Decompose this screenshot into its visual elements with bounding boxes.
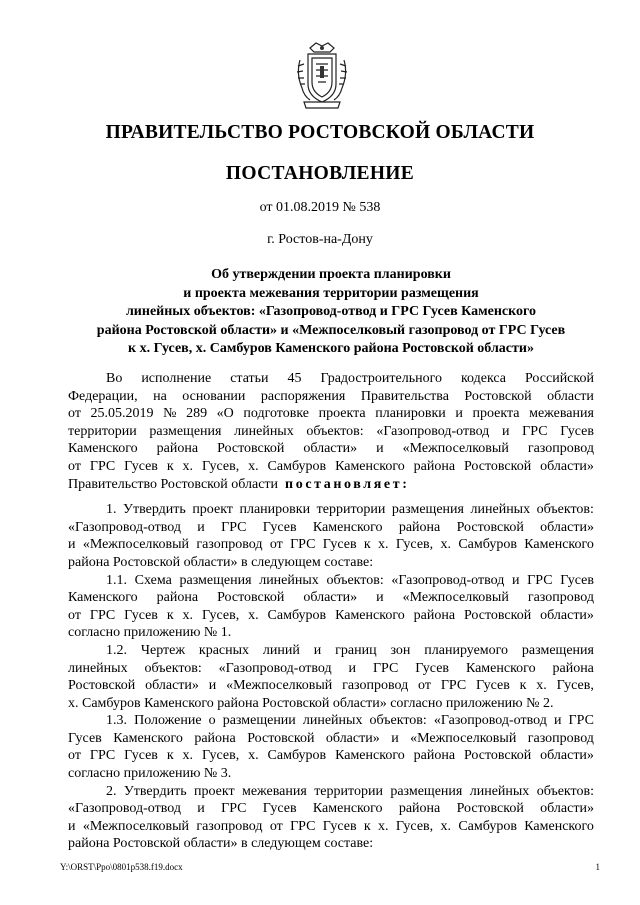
file-path: Y:\ORST\Ppo\0801p538.f19.docx bbox=[60, 862, 183, 872]
text-line: 1.1. Схема размещения линейных объектов: «Газопровод-отвод и ГРС Гусев bbox=[106, 572, 594, 588]
item-2 bbox=[68, 783, 594, 853]
text-line: от ГРС Гусев к х. Гусев, х. Самбуров Каменского района Ростовской области» bbox=[68, 607, 594, 623]
item-1-3 bbox=[68, 712, 594, 782]
text-line: 1. Утвердить проект планировки территории размещения линейных объектов: bbox=[106, 502, 594, 518]
city: г. Ростов-на-Дону bbox=[267, 232, 373, 247]
text-line: от 25.05.2019 № 289 «О подготовке проекта планировки и проекта межевания bbox=[68, 406, 594, 422]
text-line: х. Самбуров Каменского района Ростовской области» согласно приложению № 2. bbox=[68, 695, 554, 711]
item-1-2 bbox=[68, 642, 594, 712]
title-line: линейных объектов: «Газопровод-отвод и ГРС Гусев Каменского bbox=[125, 304, 537, 319]
date-number: от 01.08.2019 № 538 bbox=[259, 200, 381, 215]
document-body bbox=[68, 370, 594, 853]
page-footer bbox=[60, 862, 600, 872]
text-line: «Газопровод-отвод и ГРС Гусев Каменского района Ростовской области» bbox=[68, 519, 594, 535]
text-line: района Ростовской области» в следующем составе: bbox=[68, 836, 374, 852]
text-line: Каменского района Ростовской области» и «Межпоселковый газопровод bbox=[68, 590, 594, 606]
text-line: «Газопровод-отвод и ГРС Гусев Каменского района Ростовской области» bbox=[68, 801, 594, 817]
document-type: ПОСТАНОВЛЕНИЕ bbox=[225, 163, 415, 184]
text-line: линейных объектов: «Газопровод-отвод и ГРС Гусев Каменского района bbox=[68, 660, 594, 676]
text-line: согласно приложению № 3. bbox=[68, 766, 232, 782]
text-line: Каменского района Ростовской области» и «Межпоселковый газопровод bbox=[68, 441, 594, 457]
text-line: и «Межпоселковый газопровод от ГРС Гусев к х. Гусев, х. Самбуров Каменского bbox=[68, 818, 594, 834]
text-line: Во исполнение статьи 45 Градостроительного кодекса Российской bbox=[106, 371, 594, 386]
text-line bbox=[68, 476, 594, 494]
preamble-paragraph bbox=[68, 370, 594, 493]
text-line: территории размещения линейных объектов: «Газопровод-отвод и ГРС Гусев bbox=[68, 423, 594, 439]
preamble-last: Правительство Ростовской области bbox=[68, 476, 279, 492]
text-line: Ростовской области» и «Межпоселковый газопровод от ГРС Гусев к х. Гусев, bbox=[68, 678, 594, 694]
text-line: Федерации, на основании распоряжения Правительства Ростовской области bbox=[68, 388, 594, 404]
page-number: 1 bbox=[595, 862, 600, 872]
text-line: от ГРС Гусев к х. Гусев, х. Самбуров Каменского района Ростовской области» bbox=[68, 458, 594, 474]
resolves-word: постановляет: bbox=[285, 476, 410, 492]
text-line: 1.3. Положение о размещении линейных объектов: «Газопровод-отвод и ГРС bbox=[106, 713, 594, 729]
title-line: к х. Гусев, х. Самбуров Каменского района Ростовской области» bbox=[128, 341, 534, 356]
item-1 bbox=[68, 501, 594, 571]
title-line: и проекта межевания территории размещения bbox=[183, 285, 479, 301]
title-line: района Ростовской области» и «Межпоселковый газопровод от ГРС Гусев bbox=[96, 322, 566, 338]
item-1-1 bbox=[68, 572, 594, 642]
title-line: Об утверждении проекта планировки bbox=[211, 267, 451, 282]
text-line: 2. Утвердить проект межевания территории размещения линейных объектов: bbox=[106, 783, 594, 799]
document-title bbox=[66, 266, 596, 359]
text-line: района Ростовской области» в следующем составе: bbox=[68, 554, 374, 570]
text-line: 1.2. Чертеж красных линий и границ зон планируемого размещения bbox=[106, 642, 594, 658]
text-line: согласно приложению № 1. bbox=[68, 625, 232, 641]
text-line: и «Межпоселковый газопровод от ГРС Гусев к х. Гусев, х. Самбуров Каменского bbox=[68, 537, 594, 553]
coat-of-arms-emblem bbox=[290, 40, 354, 112]
text-line: от ГРС Гусев к х. Гусев, х. Самбуров Каменского района Ростовской области» bbox=[68, 748, 594, 764]
text-line: Гусев Каменского района Ростовской области» и «Межпоселковый газопровод bbox=[68, 730, 594, 746]
government-name: ПРАВИТЕЛЬСТВО РОСТОВСКОЙ ОБЛАСТИ bbox=[105, 122, 535, 143]
